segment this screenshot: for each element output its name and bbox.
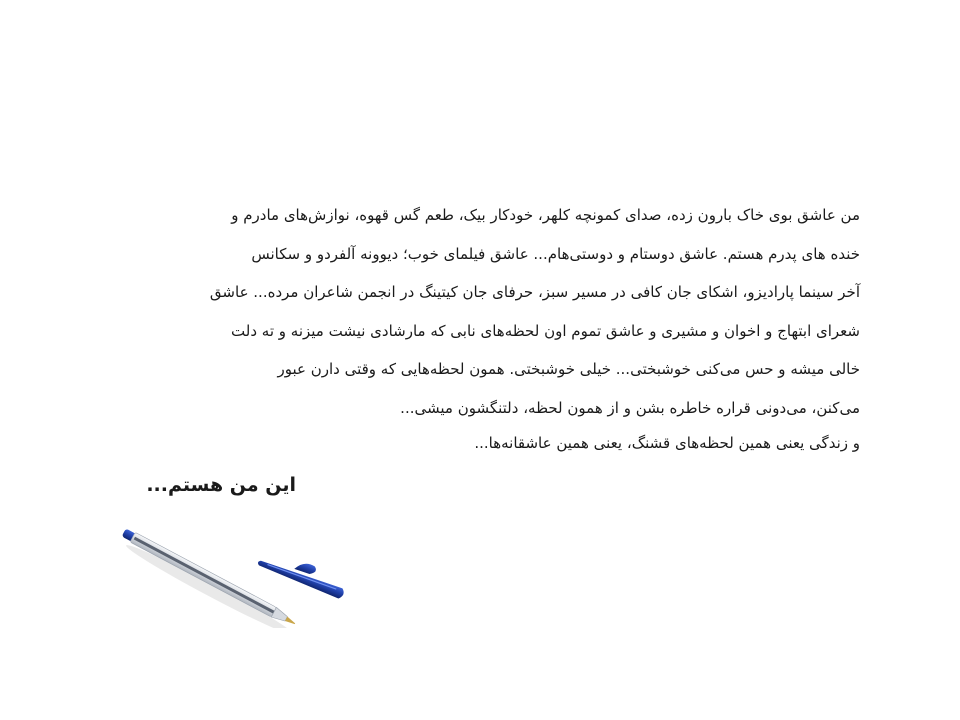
body-paragraph	[96, 196, 860, 427]
paragraph-line-2: خنده های پدرم هستم. عاشق دوستام و دوستی‌هام... عاشق فیلمای خوب؛ دیوونه آلفردو و سکانس	[251, 244, 860, 263]
pen-ink-tube	[134, 537, 278, 616]
paragraph-line-5: خالی میشه و حس می‌کنی خوشبختی... خیلی خوشبختی. همون لحظه‌هایی که وقتی دارن عبور	[277, 360, 860, 378]
pen-tip	[285, 617, 296, 626]
ballpoint-pen-icon	[110, 518, 370, 628]
closing-line: و زندگی یعنی همین لحظه‌های قشنگ، یعنی همین عاشقانه‌ها...	[474, 434, 860, 452]
pen-cap-body	[257, 555, 345, 599]
pen-cap	[257, 546, 349, 600]
signature-heading: این من هستم...	[146, 474, 296, 496]
paragraph-line-3: آخر سینما پارادیزو، اشکای جان کافی در مسیر سبز، حرفای جان کیتینگ در انجمن شاعران مرده... عاشق	[209, 283, 860, 301]
pen-body	[121, 528, 297, 628]
paragraph-line-1: من عاشق بوی خاک بارون زده، صدای کمونچه کلهر، خودکار بیک، طعم گس قهوه، نوازش‌های مادرم و	[231, 206, 860, 224]
paragraph-line-6: می‌کنن، می‌دونی قراره خاطره بشن و از همون لحظه، دلتنگشون میشی...	[400, 398, 860, 417]
paragraph-line-4: شعرای ابتهاج و اخوان و مشیری و عاشق تموم اون لحظه‌های نابی که مارشادی نیشت میزنه و ته دلت	[231, 321, 860, 340]
